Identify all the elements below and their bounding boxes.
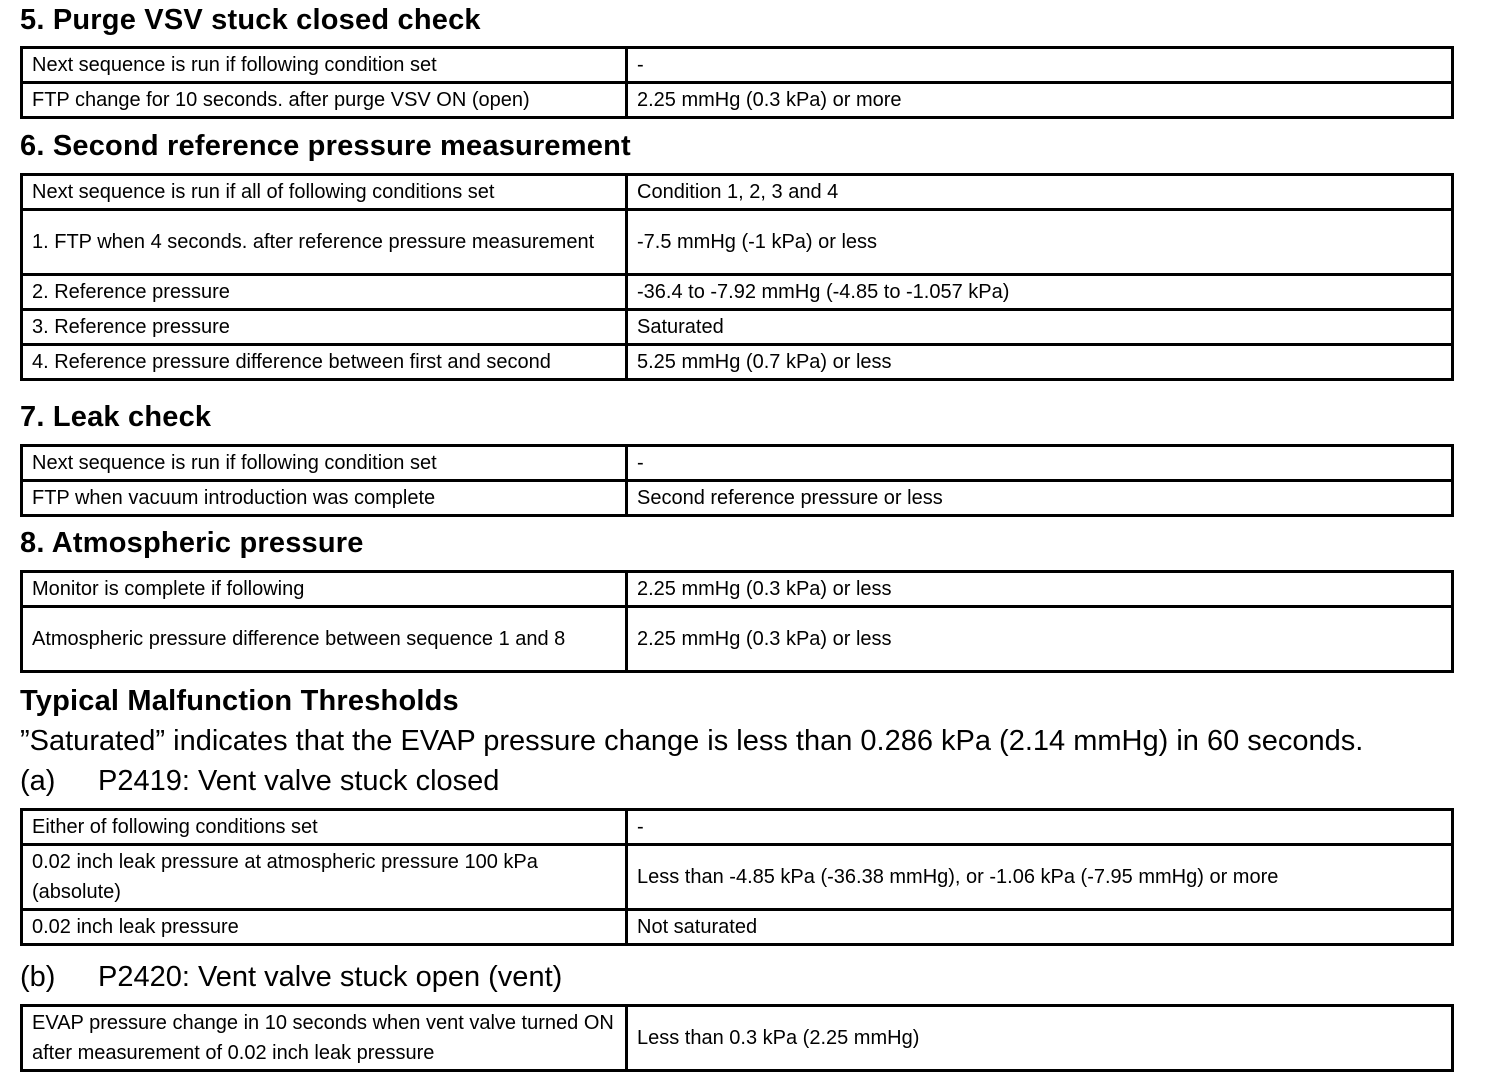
table-row: [22, 910, 1453, 945]
value-cell: 2.25 mmHg (0.3 kPa) or more: [627, 83, 1453, 118]
value-cell: 5.25 mmHg (0.7 kPa) or less: [627, 345, 1453, 380]
value-cell: 2.25 mmHg (0.3 kPa) or less: [627, 572, 1453, 607]
condition-cell: 2. Reference pressure: [22, 275, 627, 310]
condition-cell: 0.02 inch leak pressure: [22, 910, 627, 945]
section-8-table: [20, 570, 1454, 673]
condition-cell: Next sequence is run if following condition set: [22, 48, 627, 83]
condition-cell: EVAP pressure change in 10 seconds when vent valve turned ON after measurement of 0.02 inch leak pressure: [22, 1006, 627, 1071]
p2420-table: [20, 1004, 1454, 1072]
table-row: [22, 1006, 1453, 1071]
value-cell: -: [627, 810, 1453, 845]
p2419-table: [20, 808, 1454, 946]
value-cell: -: [627, 446, 1453, 481]
condition-cell: 4. Reference pressure difference between first and second: [22, 345, 627, 380]
item-label-b: (b): [20, 961, 56, 993]
value-cell: Not saturated: [627, 910, 1453, 945]
condition-cell: FTP change for 10 seconds. after purge VSV ON (open): [22, 83, 627, 118]
table-row: [22, 345, 1453, 380]
value-cell: -7.5 mmHg (-1 kPa) or less: [627, 210, 1453, 275]
section-6-table: [20, 173, 1454, 381]
condition-cell: Next sequence is run if following condition set: [22, 446, 627, 481]
value-cell: Condition 1, 2, 3 and 4: [627, 175, 1453, 210]
table-row: [22, 481, 1453, 516]
condition-cell: Monitor is complete if following: [22, 572, 627, 607]
condition-cell: 1. FTP when 4 seconds. after reference pressure measurement: [22, 210, 627, 275]
condition-cell: Next sequence is run if all of following conditions set: [22, 175, 627, 210]
condition-cell: Atmospheric pressure difference between sequence 1 and 8: [22, 607, 627, 672]
table-row: [22, 845, 1453, 910]
section-7-heading: 7. Leak check: [20, 401, 212, 433]
condition-cell: 0.02 inch leak pressure at atmospheric pressure 100 kPa (absolute): [22, 845, 627, 910]
table-row: [22, 83, 1453, 118]
table-row: [22, 446, 1453, 481]
p2420-title: P2420: Vent valve stuck open (vent): [98, 961, 563, 993]
section-5-heading: 5. Purge VSV stuck closed check: [20, 4, 481, 36]
value-cell: Less than -4.85 kPa (-36.38 mmHg), or -1.06 kPa (-7.95 mmHg) or more: [627, 845, 1453, 910]
table-row: [22, 210, 1453, 275]
section-5-table: [20, 46, 1454, 119]
saturated-note: ”Saturated” indicates that the EVAP pressure change is less than 0.286 kPa (2.14 mmHg) in 60 seconds.: [20, 725, 1364, 757]
table-row: [22, 48, 1453, 83]
thresholds-heading: Typical Malfunction Thresholds: [20, 685, 459, 717]
condition-cell: 3. Reference pressure: [22, 310, 627, 345]
value-cell: Saturated: [627, 310, 1453, 345]
item-label-a: (a): [20, 765, 56, 797]
p2419-title: P2419: Vent valve stuck closed: [98, 765, 500, 797]
condition-cell: Either of following conditions set: [22, 810, 627, 845]
table-row: [22, 572, 1453, 607]
p2420-subheading: [20, 963, 562, 992]
condition-cell: FTP when vacuum introduction was complete: [22, 481, 627, 516]
value-cell: -: [627, 48, 1453, 83]
value-cell: Second reference pressure or less: [627, 481, 1453, 516]
value-cell: Less than 0.3 kPa (2.25 mmHg): [627, 1006, 1453, 1071]
table-row: [22, 275, 1453, 310]
table-row: [22, 810, 1453, 845]
section-6-heading: 6. Second reference pressure measurement: [20, 130, 631, 162]
table-row: [22, 175, 1453, 210]
value-cell: 2.25 mmHg (0.3 kPa) or less: [627, 607, 1453, 672]
section-8-heading: 8. Atmospheric pressure: [20, 527, 364, 559]
value-cell: -36.4 to -7.92 mmHg (-4.85 to -1.057 kPa): [627, 275, 1453, 310]
table-row: [22, 310, 1453, 345]
table-row: [22, 607, 1453, 672]
p2419-subheading: [20, 767, 499, 796]
section-7-table: [20, 444, 1454, 517]
